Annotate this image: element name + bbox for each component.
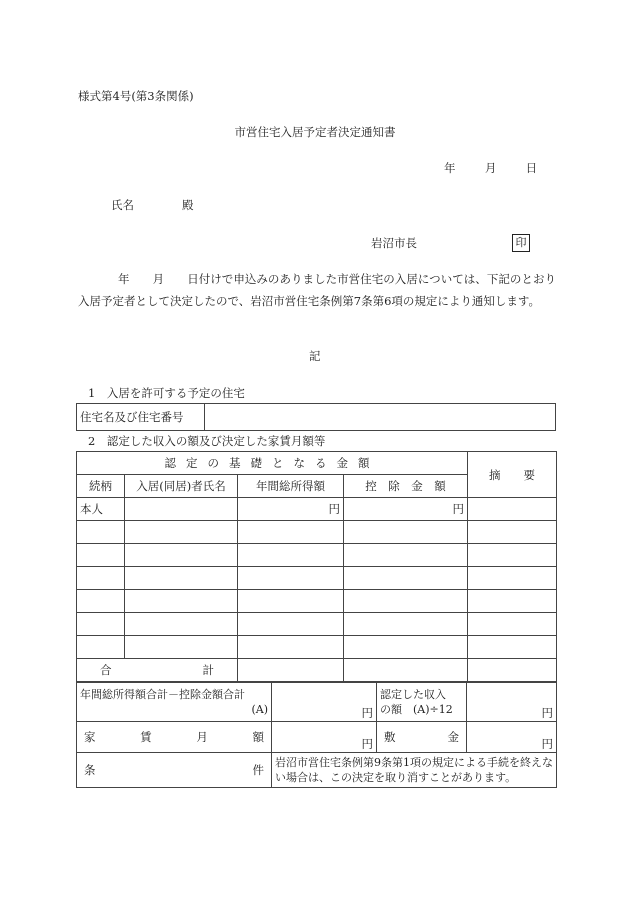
col-relation: 続柄 xyxy=(77,475,125,498)
section1-heading: 1 入居を許可する予定の住宅 xyxy=(88,386,245,400)
date-year: 年 xyxy=(444,161,456,175)
calc-label-line1: 年間総所得額合計－控除金額合計 xyxy=(80,688,245,701)
table-row xyxy=(77,544,557,567)
income-label-line1: 認定した収入 xyxy=(380,688,446,701)
section2-heading: 2 認定した収入の額及び決定した家賃月額等 xyxy=(88,434,326,448)
calc-label-line2: (A) xyxy=(251,703,268,716)
yen-unit: 円 xyxy=(467,722,557,753)
col-deduction: 控 除 金 額 xyxy=(344,475,468,498)
yen-unit: 円 xyxy=(238,498,344,521)
table-row xyxy=(77,613,557,636)
form-number: 様式第4号(第3条関係) xyxy=(78,89,194,103)
table-row xyxy=(77,636,557,659)
date-month: 月 xyxy=(484,161,497,175)
col-annual-income: 年間総所得額 xyxy=(238,475,344,498)
yen-unit: 円 xyxy=(272,683,377,722)
rent-char: 月 xyxy=(196,730,208,744)
rent-table xyxy=(76,682,557,788)
date-line xyxy=(444,160,537,176)
housing-label: 住宅名及び住宅番号 xyxy=(77,404,205,431)
housing-value-cell xyxy=(205,404,556,431)
ki-mark: 記 xyxy=(309,349,321,363)
table-row xyxy=(77,590,557,613)
seal-mark: 印 xyxy=(512,234,530,252)
total-label-left: 合 xyxy=(100,663,112,677)
basis-header: 認定の基礎となる金額 xyxy=(77,452,468,475)
total-label-right: 計 xyxy=(202,663,214,677)
addressee-name-label: 氏名 xyxy=(111,198,134,212)
income-table xyxy=(76,451,557,682)
deposit-char: 敷 xyxy=(384,730,396,744)
table-row xyxy=(77,521,557,544)
yen-unit: 円 xyxy=(467,683,557,722)
row-self-label: 本人 xyxy=(77,498,125,521)
condition-char: 条 xyxy=(84,763,96,777)
housing-table xyxy=(76,403,556,431)
condition-text: 岩沼市営住宅条例第9条第1項の規定による手続を終えない場合は、この決定を取り消すことがあります。 xyxy=(272,753,557,788)
total-row xyxy=(77,659,557,682)
document-title: 市営住宅入居予定者決定通知書 xyxy=(234,125,396,139)
rent-char: 額 xyxy=(252,730,264,744)
rent-char: 賃 xyxy=(140,730,152,744)
addressee-honorific: 殿 xyxy=(182,198,194,212)
table-row xyxy=(77,498,557,521)
body-paragraph: 年 月 日付けで申込みのありました市営住宅の入居については、下記のとおり入居予定者として決定したので、岩沼市営住宅条例第7条第6項の規定により通知します。 xyxy=(78,272,556,308)
remarks-header: 摘 要 xyxy=(468,452,557,498)
yen-unit: 円 xyxy=(272,722,377,753)
yen-unit: 円 xyxy=(344,498,468,521)
deposit-char: 金 xyxy=(447,730,459,744)
rent-char: 家 xyxy=(84,730,96,744)
issuer-title: 岩沼市長 xyxy=(371,236,417,250)
col-occupant-name: 入居(同居)者氏名 xyxy=(125,475,238,498)
date-day: 日 xyxy=(525,161,538,175)
income-label-line2: の額 (A)÷12 xyxy=(380,703,453,716)
table-row xyxy=(77,567,557,590)
condition-char: 件 xyxy=(252,763,264,777)
